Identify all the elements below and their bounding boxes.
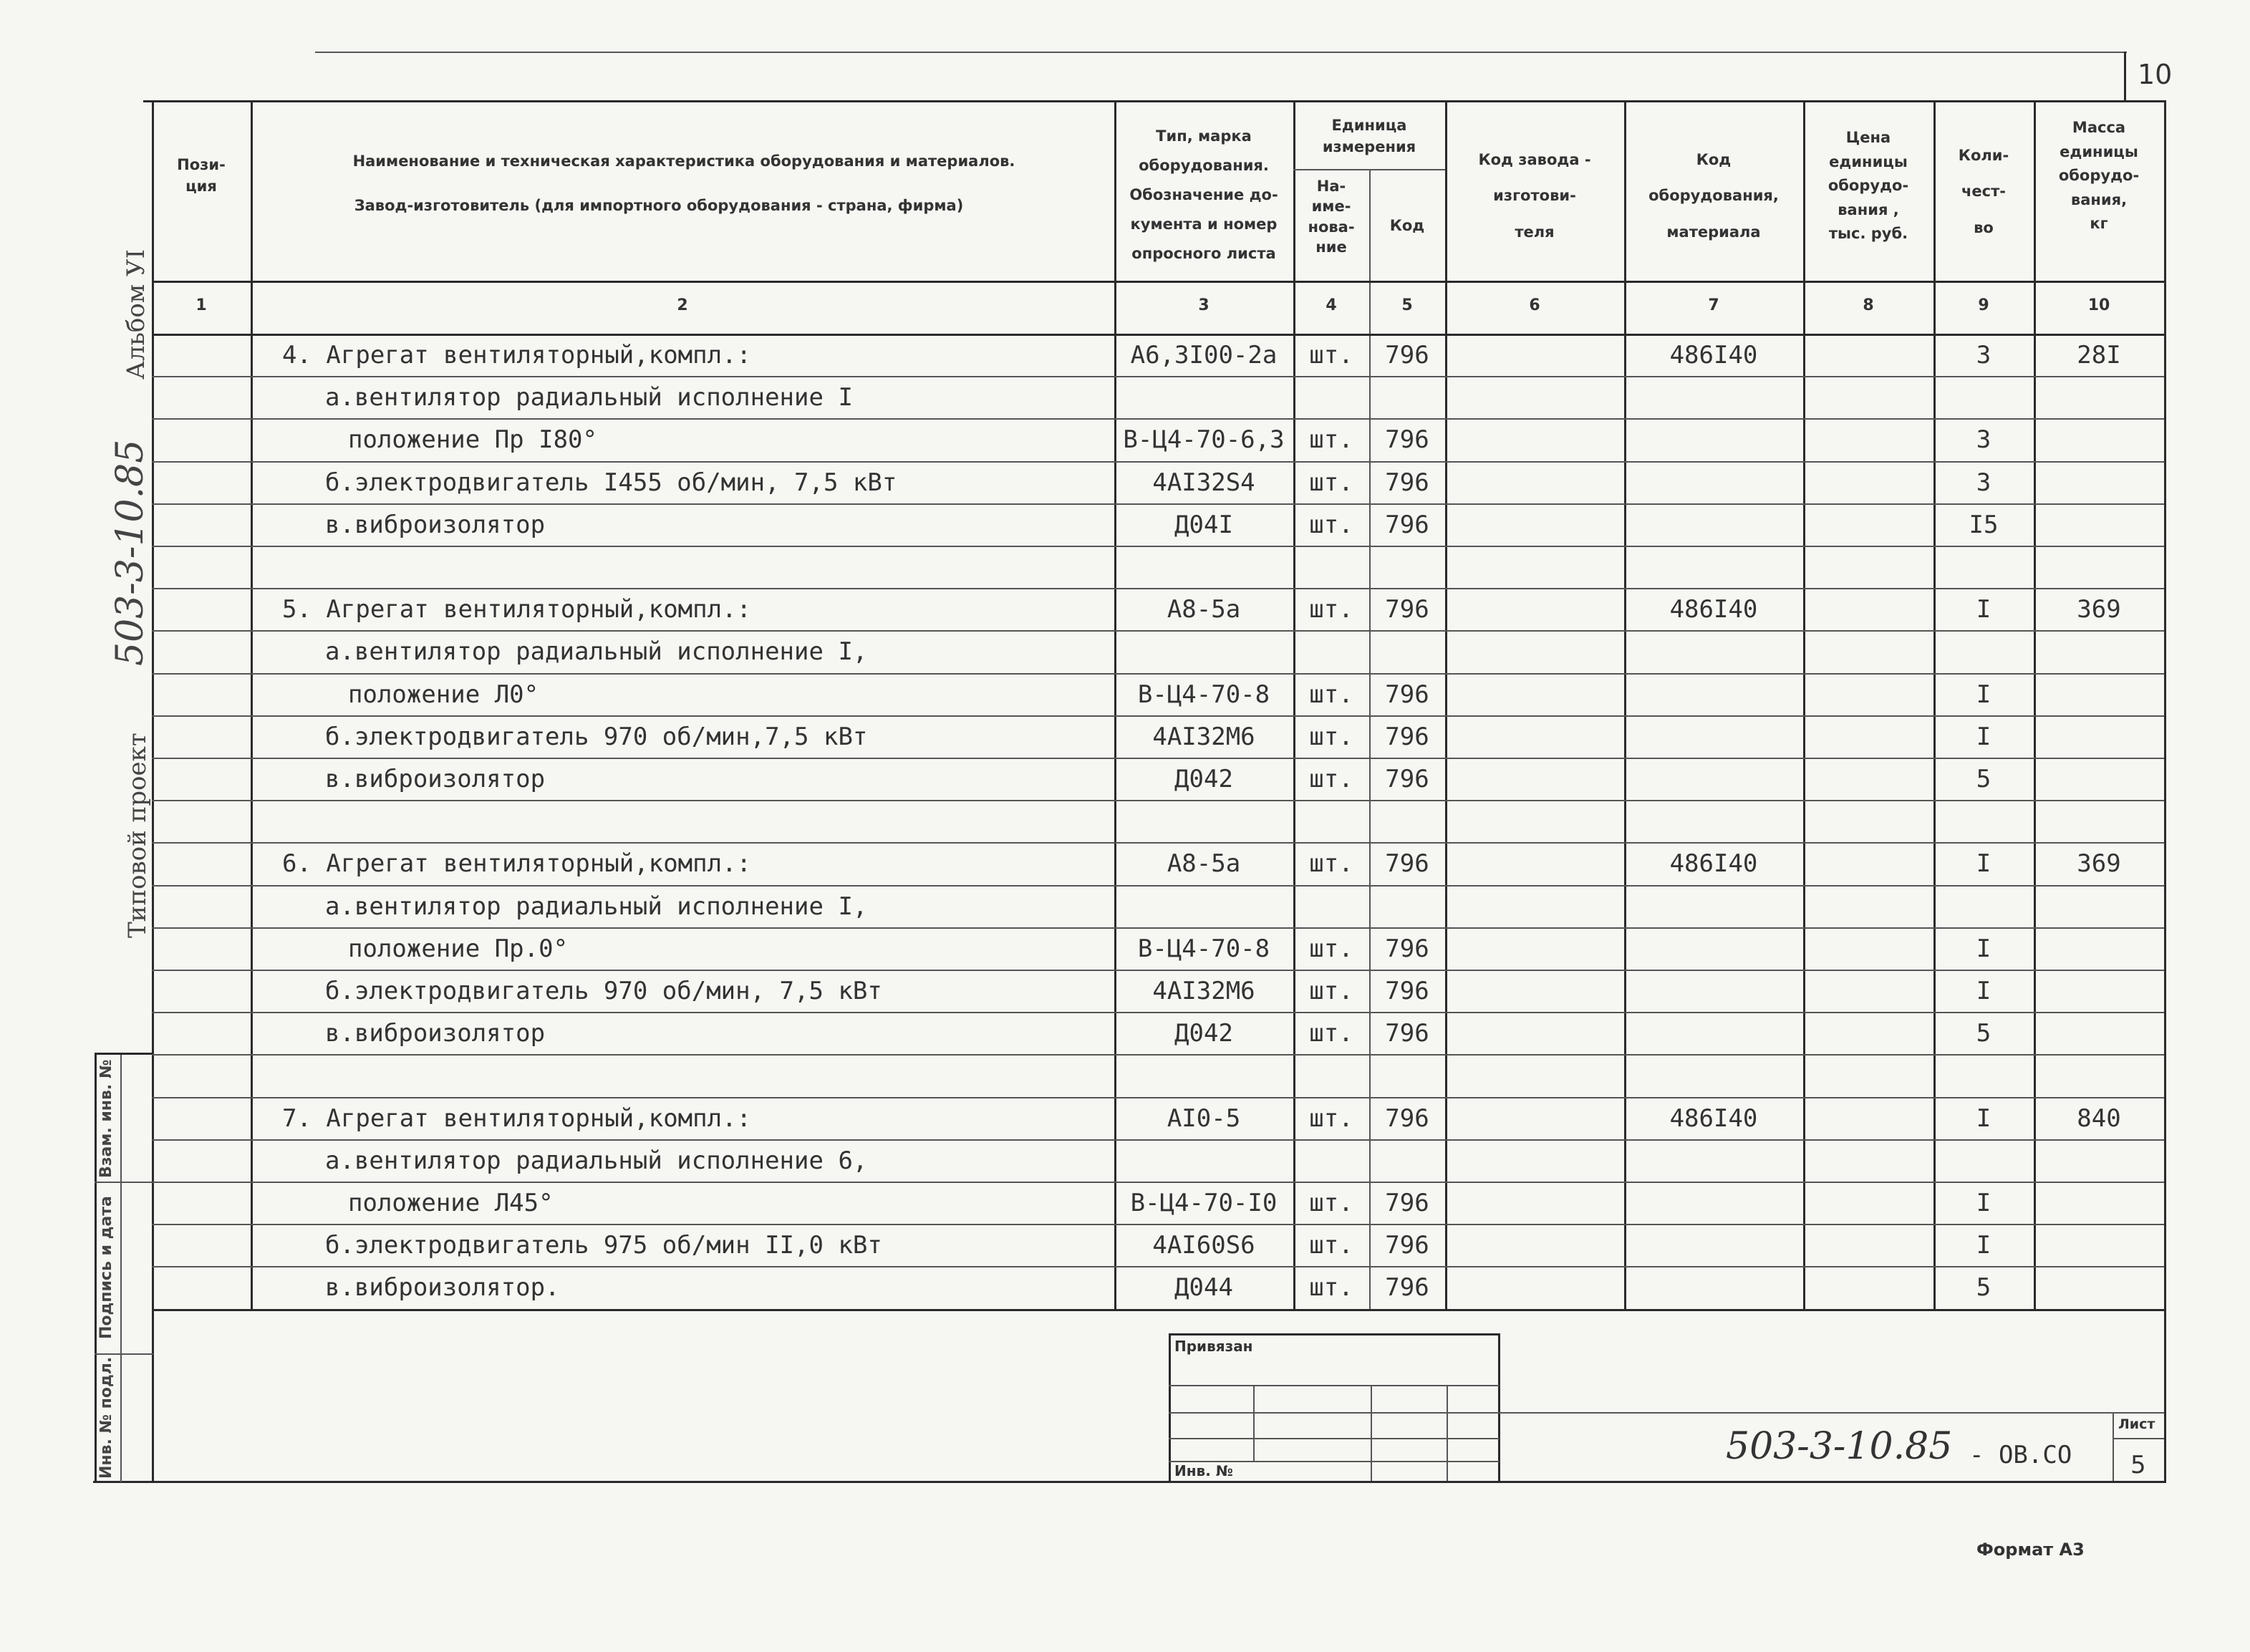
privyazan-left [1169,1333,1171,1482]
cell-name: б.электродвигатель 970 об/мин, 7,5 кВт [325,977,882,1005]
cell-equip-code: 486I40 [1669,1104,1758,1133]
doc-code-line [1498,1412,2164,1414]
cell-type: А8-5а [1167,595,1241,624]
stamp-vzam-label: Взам. инв. № [97,1059,115,1178]
cell-unit: шт. [1309,1104,1353,1133]
row-separator [152,673,2164,675]
cell-type: 4АI32S4 [1152,468,1255,497]
header-price: Цена единицы оборудо- вания , тыс. руб. [1827,129,1909,243]
corner-box-line [2124,52,2126,102]
units-divider [1293,169,1445,170]
cell-equip-code: 486I40 [1669,595,1758,624]
cell-mass: 369 [2077,595,2121,624]
cell-name: б.электродвигатель 970 об/мин,7,5 кВт [325,723,868,751]
sheet-box-mid [2113,1438,2164,1439]
cell-name: б.электродвигатель I455 об/мин, 7,5 кВт [325,468,897,497]
privyazan-right [1498,1333,1500,1482]
header-name-line1: Наименование и техническая характеристика оборудования и материалов. [352,153,1015,170]
cell-unit: шт. [1309,595,1353,624]
header-position: Пози- ция [177,156,226,195]
sheet-number: 5 [2130,1451,2146,1479]
header-mass: Масса единицы оборудо- вания, кг [2058,119,2140,233]
stamp-div-2 [95,1353,153,1355]
cell-name: в.виброизолятор [325,511,546,539]
row-separator [152,503,2164,505]
colnum-8: 8 [1863,296,1874,314]
cell-unit: шт. [1309,1273,1353,1302]
cell-qty: 5 [1976,1273,1991,1302]
privyazan-row-2 [1169,1412,1500,1414]
cell-code: 796 [1385,934,1429,963]
cell-name: б.электродвигатель 975 об/мин II,0 кВт [325,1231,882,1260]
row-separator [152,1012,2164,1013]
cell-name: а.вентилятор радиальный исполнение I, [325,892,868,921]
cell-qty: I5 [1969,511,1999,539]
row-separator [152,1054,2164,1056]
cell-type: В-Ц4-70-8 [1137,934,1270,963]
colnum-2: 2 [677,296,688,314]
header-factory-code: Код завода - изготови- теля [1478,151,1591,241]
inv-number-label: Инв. № [1174,1462,1233,1479]
cell-unit: шт. [1309,425,1353,454]
right-frame-line [2164,100,2166,1482]
cell-type: 4АI32М6 [1152,723,1255,751]
cell-unit: шт. [1309,977,1353,1005]
cell-type: В-Ц4-70-I0 [1130,1189,1278,1217]
privyazan-top [1169,1333,1500,1335]
cell-equip-code: 486I40 [1669,849,1758,878]
cell-name: 4. Агрегат вентиляторный,компл.: [282,341,752,369]
colnum-10: 10 [2087,296,2110,314]
privyazan-row-1 [1169,1385,1500,1386]
cell-qty: 3 [1976,468,1991,497]
cell-name: положение Л0° [348,680,539,709]
colnum-7: 7 [1708,296,1719,314]
privyazan-row-3 [1169,1438,1500,1439]
row-separator [152,1139,2164,1141]
row-separator [152,1097,2164,1098]
cell-code: 796 [1385,1189,1429,1217]
privyazan-col-3 [1447,1385,1448,1481]
header-units: Единица измерения [1322,117,1416,156]
project-type-label: Типовой проект [123,733,152,938]
cell-mass: 369 [2077,849,2121,878]
stamp-left-line [95,1053,97,1482]
row-separator [152,588,2164,589]
cell-unit: шт. [1309,1189,1353,1217]
row-separator [152,461,2164,463]
cell-name: а.вентилятор радиальный исполнение I, [325,637,868,666]
cell-code: 796 [1385,765,1429,793]
cell-qty: I [1976,934,1991,963]
cell-code: 796 [1385,680,1429,709]
colnum-bottom-line [152,334,2164,336]
cell-qty: I [1976,680,1991,709]
colnum-9: 9 [1978,296,1989,314]
cell-code: 796 [1385,1231,1429,1260]
cell-unit: шт. [1309,765,1353,793]
cell-code: 796 [1385,1104,1429,1133]
cell-mass: 840 [2077,1104,2121,1133]
cell-name: положение Пр.0° [348,934,569,963]
cell-name: положение Л45° [348,1189,554,1217]
top-margin-line [315,52,2127,53]
cell-qty: 5 [1976,1019,1991,1048]
cell-type: Д042 [1174,765,1233,793]
colnum-6: 6 [1529,296,1540,314]
cell-qty: I [1976,977,1991,1005]
colnum-1: 1 [195,296,207,314]
cell-qty: I [1976,1104,1991,1133]
row-separator [152,630,2164,632]
stamp-signature-label: Подпись и дата [97,1196,115,1339]
row-separator [152,546,2164,547]
cell-code: 796 [1385,468,1429,497]
album-label: Альбом УI [122,248,150,380]
row-separator [152,1266,2164,1267]
cell-unit: шт. [1309,723,1353,751]
cell-type: В-Ц4-70-6,3 [1123,425,1285,454]
row-separator [152,885,2164,887]
cell-name: в.виброизолятор. [325,1273,560,1302]
cell-unit: шт. [1309,680,1353,709]
cell-type: А6,3I00-2а [1130,341,1278,369]
cell-type: 4АI32М6 [1152,977,1255,1005]
cell-unit: шт. [1309,849,1353,878]
cell-qty: 3 [1976,425,1991,454]
cell-qty: I [1976,1231,1991,1260]
cell-qty: I [1976,723,1991,751]
sheet-corner-number: 10 [2138,59,2173,90]
cell-type: 4АI60S6 [1152,1231,1255,1260]
cell-code: 796 [1385,511,1429,539]
cell-name: положение Пр I80° [348,425,597,454]
cell-type: Д04I [1174,511,1233,539]
cell-unit: шт. [1309,511,1353,539]
cell-code: 796 [1385,341,1429,369]
cell-name: а.вентилятор радиальный исполнение 6, [325,1146,868,1175]
row-separator [152,376,2164,377]
cell-qty: I [1976,1189,1991,1217]
cell-mass: 28I [2077,341,2121,369]
privyazan-col-2 [1371,1385,1372,1481]
cell-code: 796 [1385,849,1429,878]
cell-name: в.виброизолятор [325,1019,546,1048]
cell-code: 796 [1385,1019,1429,1048]
cell-type: А8-5а [1167,849,1241,878]
row-separator [152,418,2164,420]
project-code-handwritten: 503-3-10.85 [109,439,152,666]
stamp-inv-label: Инв. № подл. [97,1356,115,1479]
table-bottom-line [152,1309,2164,1311]
header-unit-code: Код [1389,217,1425,234]
cell-code: 796 [1385,723,1429,751]
cell-qty: I [1976,849,1991,878]
cell-qty: 3 [1976,341,1991,369]
cell-type: Д042 [1174,1019,1233,1048]
stamp-div-1 [95,1182,153,1183]
format-label: Формат А3 [1976,1540,2085,1560]
cell-equip-code: 486I40 [1669,341,1758,369]
bottom-frame-line [93,1481,2166,1483]
header-name-line2: Завод-изготовитель (для импортного оборудования - страна, фирма) [354,197,964,214]
cell-unit: шт. [1309,934,1353,963]
header-quantity: Коли- чест- во [1958,147,2009,236]
doc-code-handwritten: 503-3-10.85 [1726,1425,1953,1468]
cell-name: в.виброизолятор [325,765,546,793]
doc-code-suffix: - ОВ.СО [1969,1441,2072,1469]
cell-name: 6. Агрегат вентиляторный,компл.: [282,849,752,878]
cell-qty: I [1976,595,1991,624]
cell-unit: шт. [1309,341,1353,369]
cell-code: 796 [1385,425,1429,454]
cell-unit: шт. [1309,468,1353,497]
cell-code: 796 [1385,977,1429,1005]
cell-type: В-Ц4-70-8 [1137,680,1270,709]
cell-code: 796 [1385,595,1429,624]
stamp-top-line [95,1053,153,1055]
row-separator [152,970,2164,971]
cell-unit: шт. [1309,1019,1353,1048]
row-separator [152,758,2164,759]
row-separator [152,1224,2164,1225]
cell-unit: шт. [1309,1231,1353,1260]
sheet-box-left [2113,1412,2114,1481]
cell-type: АI0-5 [1167,1104,1241,1133]
cell-name: 7. Агрегат вентиляторный,компл.: [282,1104,752,1133]
header-type: Тип, марка оборудования. Обозначение до- кумента и номер опросного листа [1129,127,1278,262]
stamp-mid-line [120,1053,122,1482]
cell-code: 796 [1385,1273,1429,1302]
header-equipment-code: Код оборудования, материала [1648,151,1779,241]
row-separator [152,1182,2164,1183]
colnum-3: 3 [1198,296,1210,314]
cell-qty: 5 [1976,765,1991,793]
colnum-5: 5 [1401,296,1413,314]
row-separator [152,800,2164,801]
top-frame-line [143,100,2166,102]
privyazan-col-1 [1253,1385,1255,1461]
header-unit-name: На- име- нова- ние [1308,178,1355,256]
sheet-label: Лист [2118,1416,2155,1432]
header-bottom-line [152,281,2164,283]
row-separator [152,927,2164,929]
cell-type: Д044 [1174,1273,1233,1302]
row-separator [152,715,2164,717]
cell-name: 5. Агрегат вентиляторный,компл.: [282,595,752,624]
colnum-4: 4 [1326,296,1337,314]
privyazan-label: Привязан [1174,1338,1253,1355]
row-separator [152,842,2164,844]
cell-name: а.вентилятор радиальный исполнение I [325,383,853,412]
